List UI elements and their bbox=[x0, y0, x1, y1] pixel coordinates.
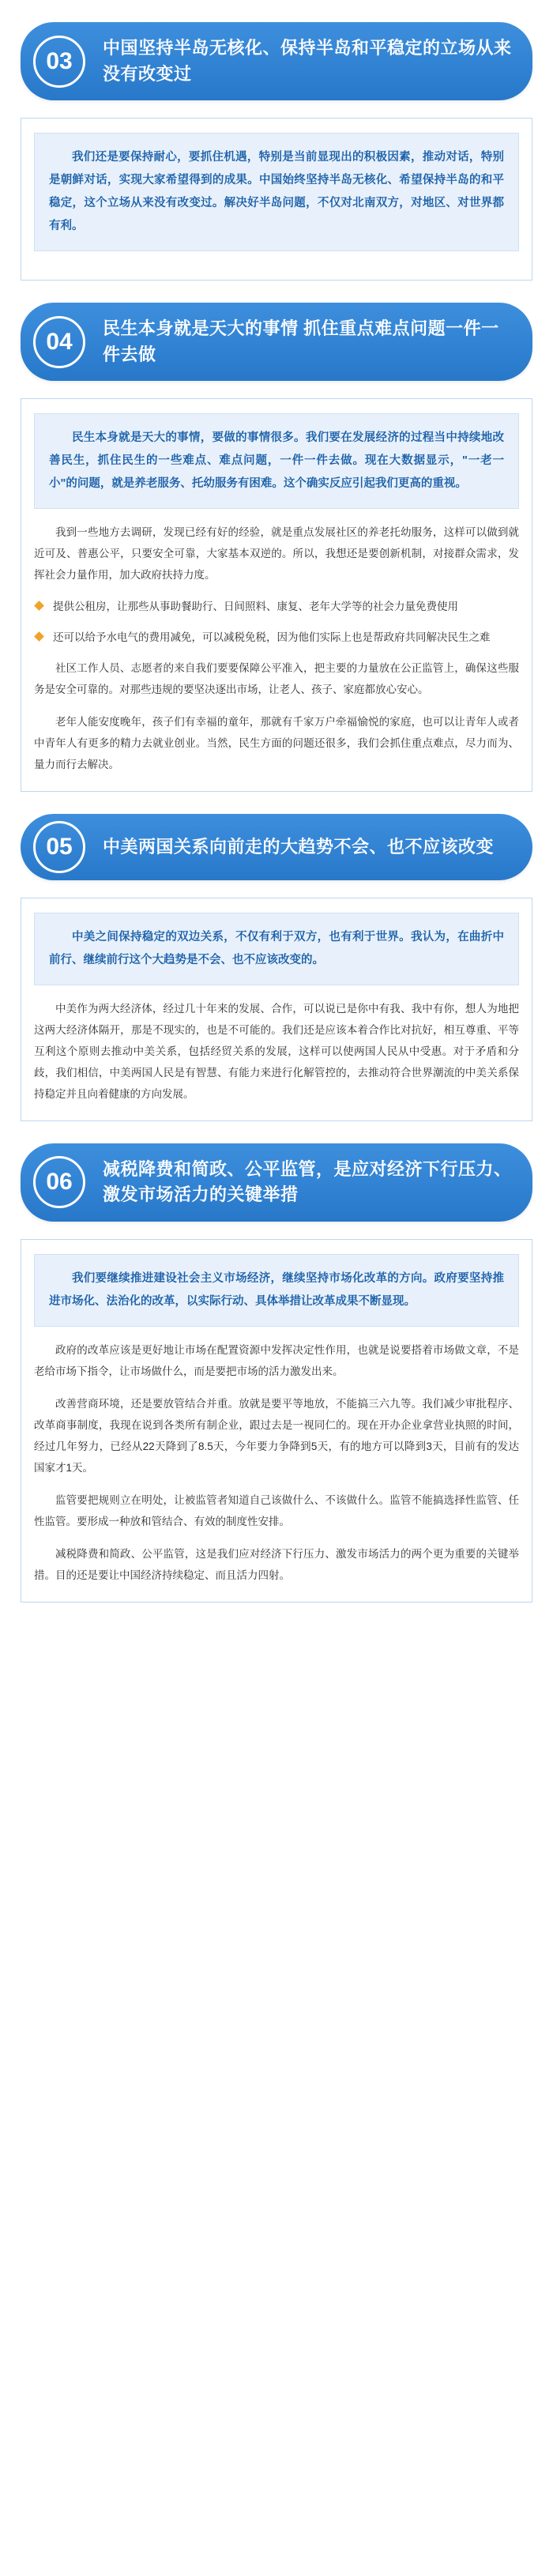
section-number-badge: 05 bbox=[33, 821, 85, 873]
paragraph: 改善营商环境，还是要放管结合并重。放就是要平等地放，不能搞三六九等。我们减少审批程序、改革商事制度，我现在说到各类所有制企业，跟过去是一视同仁的。现在开办企业拿营业执照的时间，经过几年努力，已经从22天降到了8.5天，今年要力争降到5天，有的地方可以降到3天，目前有的发达国家才1天。 bbox=[34, 1397, 519, 1474]
section-05 bbox=[0, 814, 553, 1121]
section-body-card bbox=[21, 398, 532, 792]
section-number-badge: 04 bbox=[33, 316, 85, 368]
section-header-03 bbox=[21, 22, 532, 100]
section-number-badge: 06 bbox=[33, 1156, 85, 1208]
paragraph: 社区工作人员、志愿者的来自我们要要保障公平准入，把主要的力量放在公正监管上，确保这些服务是安全可靠的。对那些违规的要坚决逐出市场，让老人、孩子、家庭都放心安心。 bbox=[34, 661, 519, 695]
paragraph: 中美作为两大经济体，经过几十年来的发展、合作，可以说已是你中有我、我中有你，想人为地把这两大经济体隔开，那是不现实的，也是不可能的。我们还是应该本着合作比对抗好，相互尊重、平等互利这个原则去推动中美关系，包括经贸关系的发展，这样可以使两国人民从中受惠。对于矛盾和分歧，我们相信，中美两国人民是有智慧、有能力来进行化解管控的，去推动符合世界潮流的中美关系保持稳定并且向着健康的方向发展。 bbox=[34, 1002, 519, 1100]
section-04 bbox=[0, 303, 553, 792]
section-03 bbox=[0, 22, 553, 281]
list-item bbox=[34, 627, 519, 648]
paragraph: 监管要把规则立在明处，让被监管者知道自己该做什么、不该做什么。监管不能搞选择性监管、任性监管。要形成一种放和管结合、有效的制度性安排。 bbox=[34, 1493, 519, 1527]
list-item-label: 提供公租房，让那些从事助餐助行、日间照料、康复、老年大学等的社会力量免费使用 bbox=[53, 601, 458, 613]
section-06 bbox=[0, 1143, 553, 1602]
highlight-text: 民生本身就是天大的事情，要做的事情很多。我们要在发展经济的过程当中持续地改善民生，抓住民生的一些难点、难点问题，一件一件去做。现在大数据显示，"一老一小"的问题，就是养老服务、托幼服务有困难。这个确实反应引起我们更高的重视。 bbox=[49, 431, 504, 491]
section-number-badge: 03 bbox=[33, 36, 85, 88]
section-body-card bbox=[21, 118, 532, 281]
paragraph: 老年人能安度晚年，孩子们有幸福的童年，那就有千家万户牵福愉悦的家庭，也可以让青年人或者中青年人有更多的精力去就业创业。当然，民生方面的问题还很多，我们会抓住重点难点，尽力而为、量力而行去解决。 bbox=[34, 715, 519, 770]
list-item bbox=[34, 597, 519, 617]
section-body-card bbox=[21, 898, 532, 1121]
section-header-06 bbox=[21, 1143, 532, 1222]
section-header-05 bbox=[21, 814, 532, 880]
highlight-block bbox=[34, 1254, 519, 1327]
section-title: 减税降费和简政、公平监管，是应对经济下行压力、激发市场活力的关键举措 bbox=[103, 1158, 512, 1205]
article-page bbox=[0, 22, 553, 1642]
list-item-label: 还可以给予水电气的费用减免，可以减税免税，因为他们实际上也是帮政府共同解决民生之难 bbox=[53, 631, 491, 643]
highlight-text: 中美之间保持稳定的双边关系，不仅有利于双方，也有利于世界。我认为，在曲折中前行、继续前行这个大趋势是不会、也不应该改变的。 bbox=[49, 930, 504, 966]
highlight-text: 我们还是要保持耐心，要抓住机遇，特别是当前显现出的积极因素，推动对话，特别是朝鲜对话，实现大家希望得到的成果。中国始终坚持半岛无核化、希望保持半岛的和平稳定，这个立场从来没有改变过。解决好半岛问题，不仅对北南双方，对地区、对世界都有利。 bbox=[49, 151, 504, 233]
paragraph: 减税降费和简政、公平监管，这是我们应对经济下行压力、激发市场活力的两个更为重要的关键举措。目的还是要让中国经济持续稳定、而且活力四射。 bbox=[34, 1547, 519, 1581]
paragraph: 政府的改革应该是更好地让市场在配置资源中发挥决定性作用，也就是说要搭着市场做文章，不是老给市场下指令，让市场做什么，而是要把市场的活力激发出来。 bbox=[34, 1343, 519, 1377]
paragraph: 我到一些地方去调研，发现已经有好的经验，就是重点发展社区的养老托幼服务，这样可以做到就近可及、普惠公平，只要安全可靠，大家基本双逆的。所以，我想还是要创新机制，对接群众需求，发挥社会力量作用，加大政府扶持力度。 bbox=[34, 526, 519, 582]
highlight-block bbox=[34, 913, 519, 985]
section-title: 中国坚持半岛无核化、保持半岛和平稳定的立场从来没有改变过 bbox=[103, 38, 512, 84]
section-title: 中美两国关系向前走的大趋势不会、也不应该改变 bbox=[103, 836, 495, 857]
highlight-text: 我们要继续推进建设社会主义市场经济，继续坚持市场化改革的方向。政府要坚持推进市场化、法治化的改革，以实际行动、具体举措让改革成果不断显现。 bbox=[49, 1271, 504, 1308]
section-body-card bbox=[21, 1239, 532, 1602]
section-header-04 bbox=[21, 303, 532, 381]
section-title: 民生本身就是天大的事情 抓住重点难点问题一件一件去做 bbox=[103, 318, 499, 364]
highlight-block bbox=[34, 133, 519, 251]
highlight-block bbox=[34, 413, 519, 509]
